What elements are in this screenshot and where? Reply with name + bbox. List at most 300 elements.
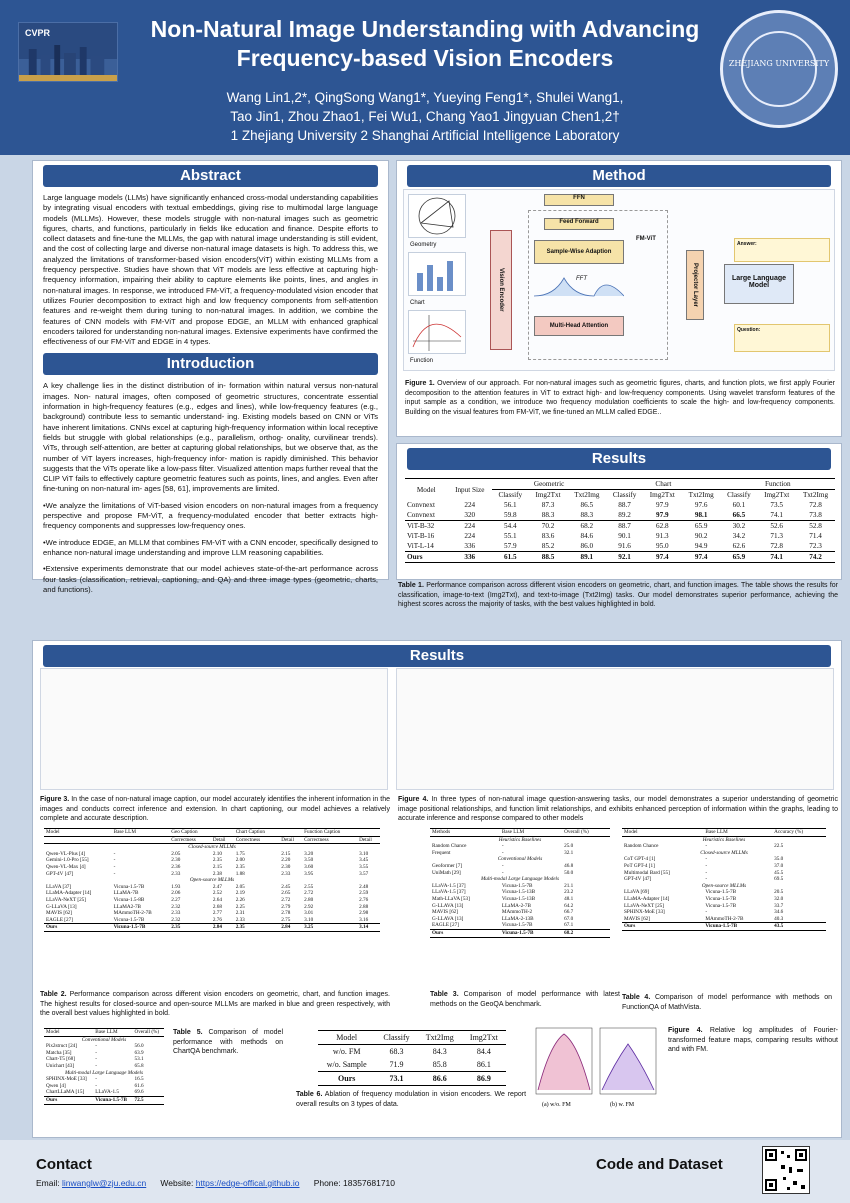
table-cell: Multimodal Bard [55] xyxy=(624,869,670,876)
table-cell: 95.0 xyxy=(656,542,669,550)
table-cell: 3.10 xyxy=(304,916,314,923)
table-cell: 2.92 xyxy=(304,903,314,910)
group-label: Multi-modal Large Language Models xyxy=(64,1069,144,1076)
table-cell: 97.4 xyxy=(682,552,721,563)
table-cell: Matcha [35] xyxy=(46,1049,72,1056)
table-cell: Vicuna-1.5-7B xyxy=(113,883,145,890)
table-cell: 30.2 xyxy=(721,521,758,532)
method-panel xyxy=(396,160,842,437)
table-cell: 65.8 xyxy=(134,1062,144,1069)
table-cell: Vicuna-1.5-13B xyxy=(501,889,536,896)
table-cell: 2.31 xyxy=(235,910,245,917)
table-cell: - xyxy=(501,849,504,856)
table-cell: ChartLLaMA [15] xyxy=(46,1089,85,1096)
group-label: Closed-source MLLMs xyxy=(700,849,748,856)
table-cell: 86.6 xyxy=(418,1072,462,1086)
table-row xyxy=(44,1050,164,1057)
column-header xyxy=(211,829,234,837)
university-seal-logo: ZHEJIANG UNIVERSITY xyxy=(720,10,838,128)
table-cell: 53.1 xyxy=(134,1056,144,1063)
table-row xyxy=(44,1043,164,1050)
table-cell: 91.3 xyxy=(656,532,669,540)
fft-label: FFT xyxy=(576,276,587,282)
table-cell: - xyxy=(113,857,116,864)
column-header: Accuracy (%) xyxy=(772,829,826,837)
table-cell: 2.72 xyxy=(304,890,314,897)
table-cell: Ours xyxy=(430,929,500,937)
table-5 xyxy=(44,1028,164,1105)
table-cell: - xyxy=(95,1043,97,1050)
table-cell: 2.10 xyxy=(212,850,222,857)
table-cell: 64.2 xyxy=(564,902,574,909)
contribution-2: •We introduce EDGE, an MLLM that combines FM-ViT with a CNN encoder, specifically designed to enhance non-natural image understanding and improve LLM reasoning capabilities. xyxy=(43,537,378,557)
table-cell: - xyxy=(95,1056,97,1063)
table-cell: 88.3 xyxy=(541,511,555,519)
table-cell: 2.68 xyxy=(212,903,222,910)
table-cell: MAmmoTH-2 xyxy=(501,909,533,916)
table-cell: 45.5 xyxy=(774,869,784,876)
table-cell: 97.9 xyxy=(656,511,669,519)
figure-3-caption: Figure 3. In the case of non-natural image caption, our model accurately identifies the inherent information in the images and conducts correct inference and extension. In chart captioning, our model achieves a relatively complete and accurate description. xyxy=(40,796,390,822)
table-row xyxy=(430,843,610,850)
table-cell: 33.7 xyxy=(774,902,784,909)
table-row xyxy=(405,531,835,541)
table-cell: Unichart [43] xyxy=(46,1062,75,1069)
table-cell: 2.15 xyxy=(281,850,291,857)
table-cell: 2.05 xyxy=(235,883,245,890)
table-row xyxy=(430,922,610,929)
column-header: Detail xyxy=(279,836,302,844)
table-cell: 2.72 xyxy=(281,896,291,903)
column-header: Detail xyxy=(357,836,380,844)
table-cell: 2.79 xyxy=(281,903,291,910)
table-cell: G-LLaVA [13] xyxy=(46,903,77,910)
table-cell: MAmmoTH-2-7B xyxy=(113,910,152,917)
column-header: Txt2Img xyxy=(574,491,600,499)
table-cell: 3.95 xyxy=(304,870,314,877)
table-cell: 83.6 xyxy=(541,532,555,540)
table-4-caption: Table 4. Comparison of model performance with methods on FunctionQA of MathVista. xyxy=(622,994,833,1011)
column-header: Methods xyxy=(430,829,500,837)
table-subheader-row xyxy=(44,836,380,844)
table-cell: 73.5 xyxy=(770,501,783,509)
table-cell: SPHINX-MoE [33] xyxy=(46,1076,87,1083)
table-cell: Qwen-VL-Max [4] xyxy=(46,863,86,870)
table-cell: 85.2 xyxy=(541,542,555,550)
table-cell: w/o. FM xyxy=(332,1047,361,1056)
table-row xyxy=(622,863,826,870)
table-cell: 2.19 xyxy=(235,890,245,897)
group-label: Closed-source MLLMs xyxy=(188,844,236,851)
column-header: Overall (%) xyxy=(562,829,610,837)
column-header: Classify xyxy=(727,491,751,499)
group-label: Heuristics Baselines xyxy=(702,836,746,843)
table-cell: 224 xyxy=(464,532,476,540)
table-cell: 3.50 xyxy=(304,857,314,864)
table-row xyxy=(405,510,835,521)
table-row xyxy=(44,910,380,917)
function-thumbnail xyxy=(408,310,466,354)
table-cell: Ours xyxy=(405,552,448,563)
table-cell: Gemini-1.0-Pro [55] xyxy=(46,857,89,864)
authors-line-2: Tao Jin1, Zhou Zhao1, Fei Wu1, Chang Yao1 Jingyuan Chen1,2† xyxy=(230,109,620,124)
authors-line-1: Wang Lin1,2*, QingSong Wang1*, Yueying Feng1*, Shulei Wang1, xyxy=(226,90,624,105)
table-cell: 2.36 xyxy=(171,863,181,870)
table-cell: 336 xyxy=(448,552,492,563)
figure-1-caption: Figure 1. Overview of our approach. For non-natural images such as geometric figures, charts, and function plots, we first apply Fourier decomposition to the attention features in ViT to extract high- and low-frequency components. Using wavelet transform features of the input sample as a condition, we introduce two frequency modulation coefficients to scale the high- and low-frequency components. Building on the visual features from FM-ViT, we fine-tuned an MLLM called EDGE.. xyxy=(405,380,835,416)
table-cell: Vicuna-1.5-7B xyxy=(705,889,737,896)
group-label-row xyxy=(430,876,610,883)
abstract-text: Large language models (LLMs) have significantly enhanced cross-modal understanding capabilities by integrating visual encoders with textual embeddings, giving rise to multimodal large language models (MLLMs). However, these models struggle with non-natural images such as geometric figures, charts, and functions, particularly in fields like education and finance. Despite efforts to collect datasets and fine-tune the MLLMs, the gap with natural image understanding is still evident, and the cost of collecting large and diverse non-natural image datasets is high. To address this, we analyzed the limitations of transformer-based vision encoders(ViT) within existing MLLMs from a frequency perspective. Studies have shown that ViT models are less effective at capturing high-frequency information, impairing their ability to capture elements like points, lines, and angles in non-natural images. In response, we introduced FM-ViT, a frequency-modulated vision encoder that utilizes Fourier decomposition to extract high and low frequency components from self-attention features and re-weight them during tuning to non-natural images. In addition, we combine the features of CNN models with FM-ViT and propose EDGE, an MLLM with enhanced graphical encoders tailored for understanding non-natural images. Extensive experiments have confirmed the effectiveness of our FM-ViT and EDGE in 4 types. xyxy=(43,193,378,347)
table-cell: 71.4 xyxy=(809,532,822,540)
table-cell: 1.88 xyxy=(235,870,245,877)
table-cell: Geoformer [7] xyxy=(432,862,463,869)
feed-forward-block: Feed Forward xyxy=(544,218,614,230)
table-cell: LLaMA-Adapter [14] xyxy=(46,890,92,897)
column-header: Chart Caption xyxy=(234,829,280,837)
table-cell: LLaMA2-7B xyxy=(113,903,141,910)
table-row xyxy=(622,896,826,903)
table-cell: 2.33 xyxy=(171,910,181,917)
table-row xyxy=(318,1058,506,1072)
column-header: Correctness xyxy=(302,836,357,844)
intro-paragraph: A key challenge lies in the distinct distribution of in- formation within natural versus non-natural images. Non- natural images, often composed of geometric structures, concentrate essential information in high-frequency features (e.g., edges and lines), while low-frequency features (e.g., background) contribute less to semantic understand- ing. Existing models based on CNN or ViTs have inherent limitations. CNNs excel at capturing high-frequency information within local receptive fields but struggle with global relationships (e.g., parallelism, orthog- onality, curvilinear trends). ViTs, through self-attention, are better at capturing global relationships, but we observe that, as the number of ViT layers increases, high-frequency infor- mation is rapidly diminished. This behavior suggests that the ViTs operate like a low-pass filter. Visualized attention maps further reveal that the CLIP ViT fails to effectively capture geometric features such as points, lines, and angles. Even after fine-tuning on non-natural im- ages [58, 61], improvements are limited. xyxy=(43,381,378,494)
table-cell: 34.6 xyxy=(774,909,784,916)
table-row xyxy=(430,896,610,903)
table-cell: LLaVA [37] xyxy=(46,883,72,890)
table-row xyxy=(44,1056,164,1063)
chart-thumbnail xyxy=(408,252,466,296)
author-block xyxy=(135,88,715,145)
table-cell: GPT-4V [47] xyxy=(46,870,74,877)
group-label: Conventional Models xyxy=(81,1036,127,1043)
table-cell: Vicuna-1.5-7B xyxy=(703,923,772,931)
contribution-1: •We analyze the limitations of ViT-based vision encoders on non-natural images from a frequency perspective and propose FM-ViT, a frequency-modulated encoder that better extracts high-frequency components and suppresses low-frequency ones. xyxy=(43,500,378,531)
table-cell: 22.5 xyxy=(774,843,784,850)
table-cell: 65.9 xyxy=(721,552,758,563)
table-cell: LLaVA-1.5 [37] xyxy=(432,889,466,896)
table-cell: 1.93 xyxy=(171,883,181,890)
table-cell: 43.5 xyxy=(772,923,826,931)
ours-row xyxy=(430,929,610,937)
table-cell: 2.77 xyxy=(212,910,222,917)
poster-title xyxy=(135,15,715,73)
table-cell: MAVIS [62] xyxy=(432,909,458,916)
table-row xyxy=(430,863,610,870)
table-cell: 88.7 xyxy=(606,521,643,532)
table-cell: 224 xyxy=(464,501,476,509)
table-cell: 2.35 xyxy=(234,924,280,932)
table-cell: 2.32 xyxy=(171,903,181,910)
subplot-b-label: (b) w. FM xyxy=(610,1102,635,1108)
table-cell: 55.1 xyxy=(503,532,517,540)
table-cell: 2.35 xyxy=(212,857,222,864)
table-cell: - xyxy=(501,869,504,876)
column-header: Base LLM xyxy=(703,829,772,837)
figure-4-caption: Figure 4. In three types of non-natural image question-answering tasks, our model demonstrates a superior understanding of geometric image positional relationships, and function limit relationships, and exhibits enhanced perception of information within the graphs, leading to accurate inference and response compared to other models xyxy=(398,796,838,822)
column-header xyxy=(279,829,302,837)
city-skyline-image xyxy=(19,41,117,81)
table-cell: 25.0 xyxy=(564,843,574,850)
table-cell: Ours xyxy=(44,1096,93,1104)
table-cell: 3.60 xyxy=(304,863,314,870)
function-label: Function xyxy=(410,358,434,364)
table-cell: 2.25 xyxy=(235,903,245,910)
table-cell: 62.6 xyxy=(732,542,746,550)
table-cell: 2.48 xyxy=(359,883,369,890)
group-label-row xyxy=(622,850,826,857)
table-cell: 37.0 xyxy=(774,862,784,869)
table-cell: MAVIS [62] xyxy=(624,915,650,922)
table-cell: 2.27 xyxy=(171,896,181,903)
table-cell: 61.5 xyxy=(492,552,529,563)
table-cell: 69.5 xyxy=(774,876,784,883)
poster-header xyxy=(0,0,850,155)
table-cell: 57.9 xyxy=(503,542,517,550)
column-header: Img2Txt xyxy=(462,1031,506,1045)
table-cell: 54.4 xyxy=(492,521,529,532)
table-cell: PoT GPT-4 [1] xyxy=(624,862,655,869)
phone-number: 18357681710 xyxy=(343,1178,396,1188)
table-cell: 2.47 xyxy=(212,883,222,890)
table-cell: Convnext xyxy=(407,511,435,519)
table-cell: Convnext xyxy=(407,501,435,509)
contribution-3: •Extensive experiments demonstrate that our model achieves state-of-the-art performance across four tasks (classification, retrieval, captioning, and QA) and three image types (geometric, charts, and functions). xyxy=(43,564,378,594)
column-header: Model xyxy=(44,1029,93,1037)
table-header-row xyxy=(622,829,826,837)
table-cell: 59.8 xyxy=(503,511,517,519)
table-row xyxy=(405,552,835,563)
table-cell: 32.1 xyxy=(564,849,574,856)
group-label-row xyxy=(430,836,610,843)
table-cell: 2.80 xyxy=(304,896,314,903)
qr-code-image[interactable] xyxy=(762,1146,810,1194)
table-cell: 23.2 xyxy=(564,889,574,896)
table-cell: LLaVA-1.5 [37] xyxy=(432,882,466,889)
table-3-caption: Table 3. Comparison of model performance with latest methods on the GeoQA benchmark. xyxy=(430,991,620,1008)
table-cell: 89.2 xyxy=(618,511,631,519)
table-cell: 66.7 xyxy=(564,909,574,916)
column-header: Model xyxy=(622,829,703,837)
table-cell: Vicuna-1.5-7B xyxy=(500,929,562,937)
table-cell: - xyxy=(705,876,708,883)
table-cell: Vicuna-1.5-7B xyxy=(705,895,737,902)
table-cell: 3.10 xyxy=(359,850,369,857)
table-cell: 68.2 xyxy=(567,521,606,532)
table-cell: - xyxy=(113,870,116,877)
table-2 xyxy=(44,828,380,932)
footer xyxy=(0,1140,850,1203)
table-cell: LLaVA [69] xyxy=(624,889,650,896)
column-header: Base LLM xyxy=(112,829,170,837)
title-line-2: Frequency-based Vision Encoders xyxy=(236,45,614,71)
table-cell: 88.5 xyxy=(529,552,568,563)
website-link[interactable]: https://edge-offical.github.io xyxy=(195,1178,300,1188)
table-row xyxy=(405,521,835,532)
column-header: Txt2Img xyxy=(688,491,714,499)
table-cell: 68.2 xyxy=(562,929,610,937)
table-cell: LLaVA-NeXT [25] xyxy=(46,896,86,903)
figure-4b-caption: Figure 4. Relative log amplitudes of Fourier-transformed feature maps, comparing results without and with FM. xyxy=(668,1027,838,1053)
table-cell: 70.2 xyxy=(529,521,568,532)
table-cell: 2.26 xyxy=(235,896,245,903)
table-row xyxy=(44,871,380,878)
affiliations: 1 Zhejiang University 2 Shanghai Artificial Intelligence Laboratory xyxy=(230,128,620,143)
table-row xyxy=(44,904,380,911)
table-row xyxy=(44,890,380,897)
question-box: Question: xyxy=(734,324,830,352)
table-cell: Vicuna-1.5-7B xyxy=(112,924,170,932)
table-row xyxy=(44,1076,164,1083)
table-cell: 72.8 xyxy=(809,501,822,509)
table-cell: 86.5 xyxy=(580,501,594,509)
group-label-row xyxy=(430,856,610,863)
table-cell: 2.35 xyxy=(235,863,245,870)
table-1-caption: Table 1. Performance comparison across different vision encoders on geometric, chart, and function images. The table shows the results for classification, image-to-text (Img2Txt), and text-to-image (Txt2Img) tasks. Our model demonstrates superior performance, achieving the highest scores across the majority of tasks, with the best values highlighted in bold. xyxy=(398,582,839,608)
table-row xyxy=(430,883,610,890)
multi-head-attention-block: Multi-Head Attention xyxy=(534,316,624,336)
table-cell: 3.20 xyxy=(304,850,314,857)
table-cell: 74.1 xyxy=(757,552,796,563)
table-cell: 2.88 xyxy=(359,903,369,910)
column-header: Model xyxy=(44,829,112,837)
table-cell: - xyxy=(95,1076,97,1083)
table-cell: 94.9 xyxy=(694,542,708,550)
table-row xyxy=(405,541,835,552)
figure-4-qa-examples xyxy=(396,668,834,790)
table-cell: 50.0 xyxy=(564,869,574,876)
table-cell: Vicuna-1.5-13B xyxy=(501,895,536,902)
table-row xyxy=(622,916,826,923)
table-row xyxy=(430,903,610,910)
table-6 xyxy=(318,1030,506,1086)
group-label: Open-source MLLMs xyxy=(189,877,235,884)
group-label-row xyxy=(44,844,380,851)
table-cell: 87.3 xyxy=(541,501,555,509)
table-row xyxy=(622,889,826,896)
table-cell: 86.0 xyxy=(580,542,594,550)
table-cell: Vicuna-1.5-8B xyxy=(113,896,145,903)
table-cell: ViT-B-16 xyxy=(407,532,435,540)
table-cell: EAGLE [27] xyxy=(432,922,459,929)
table-5-caption: Table 5. Comparison of model performance with methods on ChartQA benchmark. xyxy=(173,1029,283,1055)
contact-heading: Contact xyxy=(36,1156,92,1173)
table-cell: 3.57 xyxy=(359,870,369,877)
table-cell: 84.3 xyxy=(432,1047,447,1056)
projector-layer-block: Projector Layer xyxy=(686,250,704,320)
table-cell: ViT-B-32 xyxy=(405,521,448,532)
table-cell: 52.8 xyxy=(796,521,835,532)
table-cell: LLaVA-NeXT [25] xyxy=(624,902,664,909)
column-header: Model xyxy=(318,1031,375,1045)
table-row xyxy=(44,864,380,871)
method-heading: Method xyxy=(407,165,831,187)
table-header-row xyxy=(318,1031,506,1045)
table-cell: MAVIS [62] xyxy=(46,910,72,917)
table-cell: 2.30 xyxy=(281,863,291,870)
table-cell: 2.76 xyxy=(359,896,369,903)
table-cell: 61.6 xyxy=(134,1082,144,1089)
email-link[interactable]: linwanglw@zju.edu.cn xyxy=(62,1178,147,1188)
table-cell: Random Chance xyxy=(624,843,659,850)
column-header: Txt2Img xyxy=(418,1031,462,1045)
group-label-row xyxy=(622,836,826,843)
table-cell: 98.1 xyxy=(694,511,708,519)
column-header: Classify xyxy=(612,491,637,499)
table-cell: G-LLAVA [13] xyxy=(432,902,464,909)
column-header: Base LLM xyxy=(500,829,562,837)
table-cell: 72.3 xyxy=(809,542,822,550)
table-cell: LLaMA-Adapter [14] xyxy=(624,895,670,902)
table-cell: 21.1 xyxy=(564,882,574,889)
table-cell: - xyxy=(705,856,708,863)
table-cell: G-LLAVA [13] xyxy=(432,915,464,922)
table-cell: 69.6 xyxy=(134,1089,144,1096)
table-cell: ViT-L-14 xyxy=(407,542,434,550)
table-cell: 34.2 xyxy=(732,532,746,540)
table-cell: - xyxy=(113,850,116,857)
results-heading: Results xyxy=(407,448,831,470)
table-cell: 35.0 xyxy=(774,856,784,863)
table-row xyxy=(44,884,380,891)
table-cell: 60.1 xyxy=(732,501,746,509)
table-3 xyxy=(430,828,610,938)
table-cell: 2.84 xyxy=(279,924,302,932)
logo-text: CVPR xyxy=(25,28,51,38)
table-cell: 2.55 xyxy=(304,883,314,890)
table-row xyxy=(622,876,826,883)
table-row xyxy=(44,857,380,864)
column-header: Geo Caption xyxy=(169,829,211,837)
column-header: Img2Txt xyxy=(649,491,675,499)
table-cell: LLaMA-2-13B xyxy=(501,915,534,922)
ours-row xyxy=(622,923,826,931)
table-cell: 91.6 xyxy=(618,542,631,550)
table-cell: 2.65 xyxy=(281,890,291,897)
table-cell: 3.45 xyxy=(359,857,369,864)
column-header xyxy=(112,836,170,844)
table-cell: 2.20 xyxy=(281,857,291,864)
geometry-thumbnail xyxy=(408,194,466,238)
column-header: Correctness xyxy=(234,836,280,844)
table-cell: 2.76 xyxy=(212,916,222,923)
table-cell: 65.9 xyxy=(682,521,721,532)
table-cell: Vicuna-1.5-7B xyxy=(501,922,533,929)
table-cell: 2.84 xyxy=(211,924,234,932)
table-2-caption: Table 2. Performance comparison across different vision encoders on geometric, chart, and function images. The highest results for closed-source and open-source MLLMs are marked in blue and green respectively, with the overall best values highlighted in bold. xyxy=(40,991,391,1017)
ours-row xyxy=(318,1072,506,1086)
table-cell: EAGLE [27] xyxy=(46,916,73,923)
answer-box: Answer: xyxy=(734,238,830,262)
table-row xyxy=(44,897,380,904)
title-line-1: Non-Natural Image Understanding with Advancing xyxy=(150,16,700,42)
table-cell: Vicuna-1.5-7B xyxy=(501,882,533,889)
table-cell: LLaMA-2-7B xyxy=(501,902,531,909)
table-cell: 32.0 xyxy=(774,895,784,902)
table-row xyxy=(405,500,835,510)
introduction-text xyxy=(33,381,388,595)
table-cell: 2.33 xyxy=(235,916,245,923)
table-cell: 68.3 xyxy=(389,1047,404,1056)
table-cell: 2.78 xyxy=(281,910,291,917)
table-cell: 63.9 xyxy=(134,1049,144,1056)
table-cell: 3.14 xyxy=(357,924,380,932)
subplot-a-label: (a) w/o. FM xyxy=(542,1102,571,1108)
results-bottom-heading: Results xyxy=(43,645,831,667)
table-cell: 97.6 xyxy=(694,501,708,509)
table-cell: 72.8 xyxy=(770,542,783,550)
table-cell: - xyxy=(705,843,708,850)
